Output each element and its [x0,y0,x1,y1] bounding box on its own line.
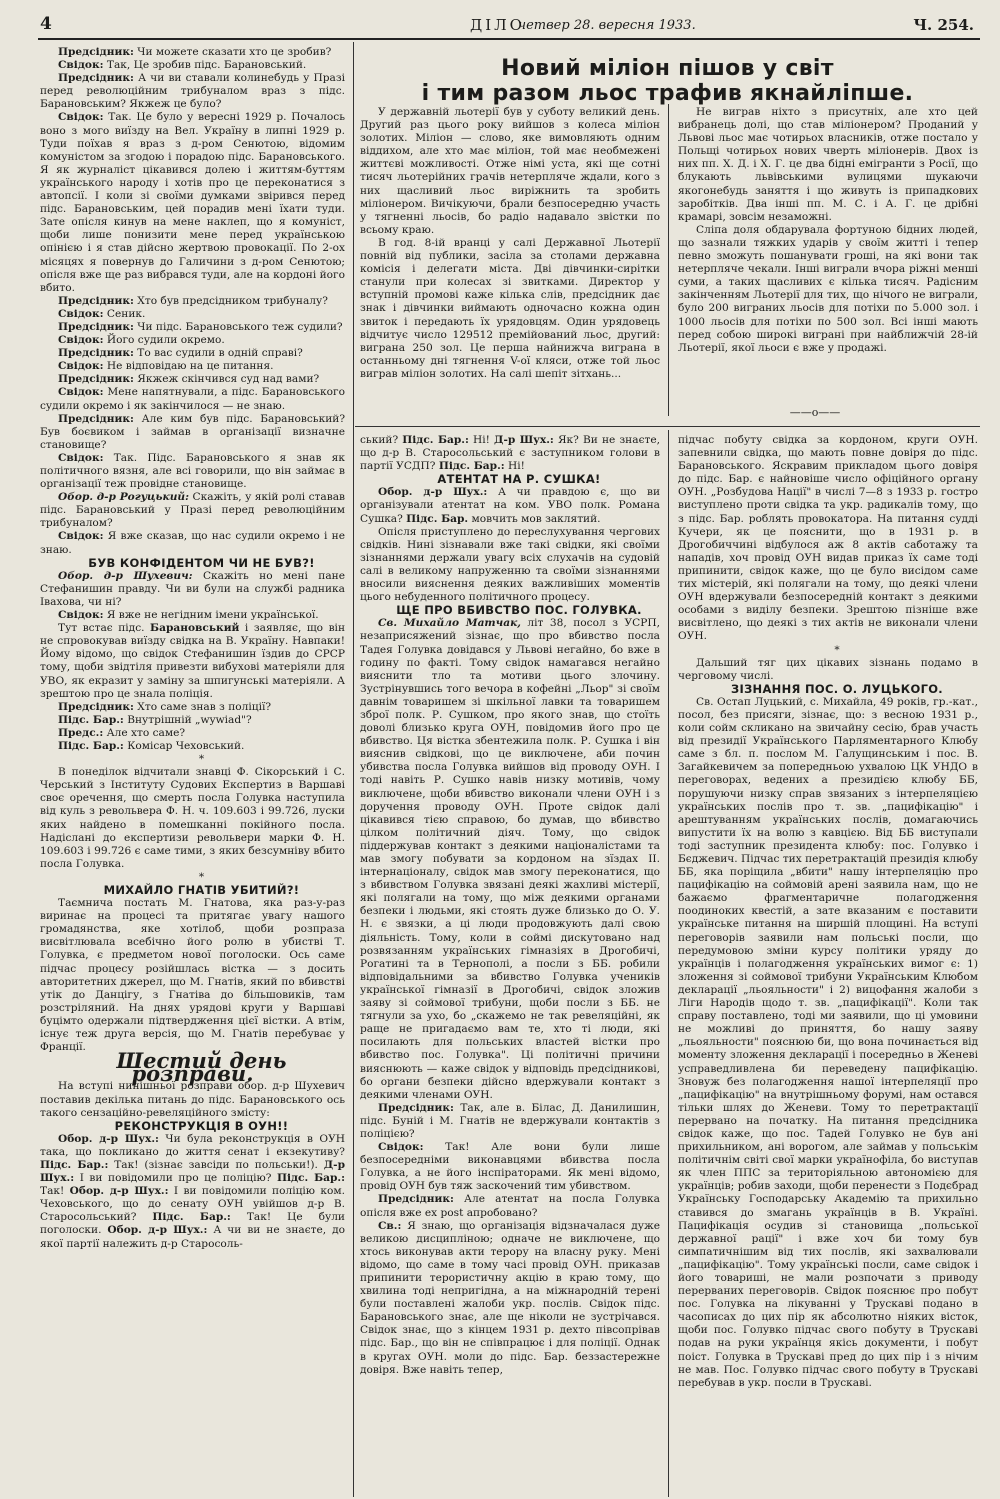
article-title: Шестий день розправи. [116,1048,287,1087]
section-heading: РЕКОНСТРУКЦІЯ В ОУН!! [114,1118,289,1133]
testimony-line: Свідок: Сеник. [58,307,146,320]
testimony-line: Свідок: Мене напятнували, а підс. Барановського судили окремо і як закінчилося — не знаю. [40,386,345,412]
paragraph: Предсідник: Так, але в. Білас, Д. Данилишин, підс. Буній і М. Гнатів не вдержували контактів з поліцією? [360,1101,660,1140]
testimony-line: Обор. д-р Рогуцький: Скажіть, у якій ролі ставав підс. Барановський у Празі перед революційним трибуналом? [40,491,345,530]
testimony-line: Предсідник: То вас судили в одній справі? [58,347,303,360]
lottery-paragraph: Сліпа доля обдарувала фортуною бідних людей, що зазнали тяжких ударів у своїм житті і тепер певно зможуть пошанувати гроші, на які вони так нетерпляче чекали. Інші виграли вчора ріжні менші суми, а таких щасливих є кілька тисяч. Радісним закінченням Льотерії для тих, що нічого не виграли, було 200 виграних льосів для потіхи по 5.000 зол. і 1000 льосів для потіхи по 500 зол. Всі інші мають перед собою широкі виграні при найближчій 28-ій Льотерії, якої льоси є вже у продажі. [678,223,978,354]
lottery-column-left [360,106,660,416]
paragraph: Св. Остап Луцький, с. Михайла, 49 років, гр.-кат., посол, без присяги, зізнає, що: з весною 1931 р., коли сойм скликано на звичайну сесію, брав участь від президії Українського Парляментарного Клюбу саме з бл. п. послом М. Галущинським і пос. В. Загайкевичем за попередньою ухвалою ЦК УНДО в переговорах, ведених а президією клюбу ББ, порушуючи низку справ звязаних з інтерпеляцією українських послів про т. зв. „пацифікацію" і арештуванням українських послів, домагаючись випустити їх на волю з кавцією. Від ББ виступали тоді заступник президента клюбу: пос. Голувко і Бєджевич. Підчас тих перетрактацій президія клюбу ББ, яка поріщила „вбити" нашу інтерпеляцію про пацифікацію на соймовій арені заявила нам, що не бажаємо фрагментаричне полагодження поодиноких квестій, а зате вказаним є поставити українське питання на ширшій площині. На вступі переговорів заявили нам польські посли, що передумовою зміни курсу політики уряду до українців і полагодження українських вимог є: 1) зложення зі соймової трибуни Українським Клюбом декларації „льояльности" і 2) вицофання жалоби з Ліги Народів щодо т. зв. „пацифікації". Коли так справу поставлено, тоді ми заявили, що ці умовини не можливі до приняття, бо нашу заяву „льояльности" пояснюю би, що вона починається від моменту зложення декларації і посередньо в Женеві усправедливлена би переведену пацифікацію. Зновуж без полагодження нашої інтерпеляції про „пацифікацію" на внутрішньому форумі, нам остався тільки шлях до Женеви. Тому то перетрактації перервано на початку. На питання предсідника свідок каже, що пос. Тадей Голувко не був ані прихильником, ані ворогом, але займав у польськім політичнім світі свої марки українофіла, бо виступав як член ППС за територіяльною автономією для українців; робив заходи, щоби перенести з Подєбрад Українську Господарську Академію та прихильно ставився до змагань українців в В. Україні. Пацифікація осудив зі становища „польської державної рації" і вже хоч би тому був симпатичнішим від тих послів, які захвалювали „пацифікацію". Тому українські посли, саме свідок і його товариші, не мали розпочати з приводу перерваних переговорів. Свідок пояснює про побут пос. Голувка на лікуванні у Трускаві подано в часописах до цих пір як абсолютно ніяких вісток, щоби пос. Голувко підчас свого побуту в Трускаві подав на руки українця якісь документи, і побут поіст. Голувка в Трускаві пред до цих пір і з нічим не мав. Пос. Голувко підчас свого побуту в Трускаві перебував в укр. посли в Трускаві. [678,695,978,1389]
paragraph: Опісля приступлено до переслухування чергових свідків. Нині зізнавали вже такі свідки, які своїми зізнаннями держали увагу всіх слухачів на судовій салі в великому напруженню та своїми зізнаннями вносили вияснення деяких важливіших моментів цього небуденного політичного процесу. [360,525,660,604]
testimony-line: Свідок: Я вже сказав, що нас судили окремо і не знаю. [40,530,345,556]
testimony-line: Предсідник: А чи ви ставали колинебудь у Празі перед революційним трибуналом враз з підс. Барановським? Якжеж це було? [40,72,345,111]
testimony-line: Предсідник: Якжеж скінчився суд над вами? [58,373,320,386]
paragraph: В понеділок відчитали знавці Ф. Сікорський і С. Черський з Інституту Судових Експертиз в Варшаві своє оречення, що смерть посла Голувка наступила від куль з револьвера Ф. Н. ч. 109.603 і 99.726, луски яких найдено в помешканні покійного посла. Надіслані до експертизи револьвери марки Ф. Н. 109.603 і 99.726 є саме тими, з яких безсумніву вбито посла Голувка. [40,766,345,870]
testimony-line: Предсідник: Хто саме знав з поліції? [58,700,272,713]
column-divider-2 [668,430,669,1497]
separator-asterisk: * [198,753,205,766]
testimony-line: Свідок: Так. Підс. Барановського я знав як політичного вязня, але всі говорили, що він займає в організації теж провідне становище. [40,451,345,491]
testimony-line: Свідок: Його судили окремо. [58,334,225,347]
testimony-line: Свідок: Так. Це було у вересні 1929 р. Почалось воно з мого виїзду на Вел. Україну в липні 1929 р. Туди поїхав я враз з д-ром Сенютою, відомим комуністом за згодою і порадою підс. Барановського. Я як журналіст цікавився долею і життям-буттям українського народу і хотів про це переконатися з автопсії. І коли зі своїми думками звірився перед підс. Барановським, цей порадив мені їхати туди. Зате опісля кинув на мене наклеп, що я комуніст, щоби лише понизити мене перед українською опінією і я став дійсно жертвою провокації. По 2-ох місяцях я повернув до Галичини з д-ром Сенютою; опісля вже ще раз вибрався туди, але на кордоні його вбито. [40,111,345,294]
paragraph: Дальший тяг цих цікавих зізнань подамо в черговому числі. [678,656,978,682]
testimony-line: Підс. Бар.: Комісар Чеховський. [58,739,245,752]
testimony-line: Обор. д-р Шухевич: Скажіть но мені пане Стефанишин правду. Чи ви були на службі радника Івахова, чи ні? [40,569,345,608]
section-heading: ЗІЗНАННЯ ПОС. О. ЛУЦЬКОГО. [731,681,943,696]
lottery-paragraph: В год. 8-ій вранці у салі Державної Льотерії повній від публики, засіла за столами державна комісія і делегати міста. Дві дівчинки-сирітки станули при колесах зі звитками. Директор у вступній промові каже кілька слів, предсідник дає знак і дівчинки виймають одночасно кожна один звиток і передають їх урядовцям. Один урядовець відчитує число 129512 премійований льос, другий: виграна 250 зол. Це перша найнижча виграна в останньому дні тягнення V-ої кляси, отже той льос виграв міліон золотих. На салі шепіт зітхань... [360,236,660,380]
lottery-headline [355,56,980,106]
testimony-line: Предс.: Але хто саме? [58,726,186,739]
testimony-line: Свідок: Так, Це зробив підс. Барановський. [58,59,307,72]
column-2 [360,434,660,1497]
lottery-headline-line1: Новий міліон пішов у світ [501,56,834,81]
lottery-end-mark: ——o—— [789,406,841,419]
section-heading: ЩЕ ПРО ВБИВСТВО ПОС. ГОЛУВКА. [396,603,642,618]
paragraph: підчас побуту свідка за кордоном, круги ОУН. запевнили свідка, що мають повне довіря до підс. Барановського. Яскравим прикладом цього довіря до підс. Бар. є найновіше число офіційного органу ОУН. „Розбудова Нації" в числі 7—8 з 1933 р. гостро виступлено проти свідка та укр. радикалів тому, що з підс. Бар. роблять провокатора. На питання судді Кучери, як це пояснити, що в 1931 р. в Дрогобиччині відбулося аж 8 актів саботажу та нападів, хоч провід ОУН видав приказ їх саме тоді припинити, свідок каже, що це було висідом саме тих містерій, які полягали на тому, що деякі члени ОУН вдержували безпосередній контакт з деякими особами з виділу безпеки. Зрештою пізніше вже висвітлено, що деякі з тих актів не виконали члени ОУН. [678,434,978,643]
testimony-line: Свідок: Не відповідаю на це питання. [58,360,274,373]
page-number: 4 [40,14,52,34]
lottery-paragraph: Не виграв ніхто з присутніх, але хто цей вибранець долі, що став міліонером? Проданий у Львові льос має чотирьох власників, отже постало у Польщі чотирьох нових чверть міліонерів. Двох із них пп. Х. Д. і Х. Г. це два бідні емігранти з Росії, що блукають львівськими вулицями шукаючи якогонебудь заняття і що живуть із припадкових заробітків. Два інші пп. М. С. і А. Г. це дрібні крамарі, зовсім незаможні. [678,106,978,223]
column-3 [678,434,978,1497]
testimony-line: Предсідник: Хто був предсідником трибуналу? [58,294,328,307]
paragraph: Таємнича постать М. Гнатова, яка раз-у-раз виринає на процесі та притягає увагу нашого громадянства, яке хотілоб, щоби розпраза висвітлювала всебічно його ролю в убистві Т. Голувка, є предметом нової поголоски. Ось саме підчас процесу розійшлась вістка — з досить авторитетних джерел, що М. Гнатів, який по вбивстві утік до Данцігу, з Гнатіва до більшовиків, там розстріляний. На днях урядові круги у Варшаві буцімто одержали підтвердження цієї вістки. А втім, існує теж друга версія, що М. Гнатів перебуває у Франції. [40,897,345,1054]
article-rule [355,426,980,427]
testimony-line: Предсідник: Чи підс. Барановського теж судили? [58,320,343,333]
testimony-line: Тут встає підс. Барановський і заявляє, що він не спровокував виїзду свідка на В. Україну. Навпаки! Йому відомо, що свідок Стефанишин їздив до СРСР тому, щоби звідтіля привезти вибухові матеріяли для УВО, як екразит у заміну за шпигунські матеріяли. А зрештою про це знала поліція. [40,622,345,700]
separator-asterisk: * [834,643,840,656]
paragraph: Предсідник: Але атентат на посла Голувка опісля вже ех post апробовано? [360,1193,660,1219]
lottery-divider [668,104,669,416]
masthead [40,14,980,40]
lottery-column-right [678,106,978,406]
issue-number: Ч. 254. [913,16,974,34]
paragraph: На вступі нинішньої розправи обор. д-р Шухевич поставив декілька питань до підс. Барановського ось такого сензаційно-ревеляційного змісту: [40,1080,345,1119]
section-heading: БУВ КОНФІДЕНТОМ ЧИ НЕ БУВ?! [88,555,315,570]
paragraph: ський? Підс. Бар.: Ні! Д-р Шух.: Як? Ви не знаєте, що д-р В. Старосольський є заступником голови в партії УСДП? Підс. Бар.: Ні! [360,434,660,473]
paragraph: Св.: Я знаю, що організація відзначалася дуже великою дисципліною; одначе не виключене, що хтось виконував акти терору на власну руку. Мені відомо, що саме в тому часі провід ОУН. приказав припинити терористичну акцію в краю тому, що хвилина тоді непригідна, а на міжнародній терені були поставлені жалоби укр. послів. Свідок підс. Барановського знає, але ще ніколи не зустрічався. Свідок знає, що з кінцем 1931 р. дехто півсопрівав підс. Бар., що він не співпрацює і для поліції. Однак в кругах ОУН. моли до підс. Бар. беззастережне довіря. Вже навіть тепер, [360,1219,660,1376]
lottery-headline-line2: і тим разом льос трафив якнайліпше. [421,81,914,106]
column-1 [40,46,345,1496]
paragraph: Св. Михайло Матчак, літ 38, посол з УСРП, незаприсяжений зізнає, що про вбивство посла Тадея Голувка довідався у Львові негайно, бо вже в годину по факті. Тому свідок намагався негайно вияснити тло та мотиви цього злочину. Зустрінувшись того вечора в кофейні „Льор" зі своїм давнім товаришем зі шкільної лавки та товаришем зброї полк. Р. Сушком, про якого знав, що стоїть доволі близько круга ОУН, повідомив його про це вбивство. Ця вістка збентежила полк. Р. Сушка і він вияснив свідкові, що це виключене, аби почин убивства посла Голувка вийшов від проводу ОУН. І тоді навіть Р. Сушко навів низку мотивів, чому виключене, щоби вбивство виконали члени ОУН і з доручення проводу ОУН. Проте свідок далі цікавився тією справою, бо думав, що вбивство цілком політичний діяч. Тому, що свідок піддержував контакт з деякими націоналістами та мав змогу побувати за кордоном на зїздах II. інтернаціоналу, свідок мав змогу переконатися, що з вбивством Голувка звязані деякі жахливі містерії, які полягали на тому, що між деякими органами безпеки і людьми, які стоять дуже близько до О. У. Н. є звязки, а ці люди продовжують далі свою діяльність. Тому, коли в соймі дискутовано над розвязанням українських гімназіях в Дрогобичі, Рогатині та в Тернополі, а посли з ББ. робили відповідальними за вбивство Голувка учеників української гімназії в Дрогобичі, свідок зложив заяву зі соймової трибуни, щоби посли з ББ. не тягнули за ухо, бо „скажемо не так ревеляційні, як раще не пригадаємо вам те, хто ті люди, які посилають для польських властей вістки про вбивство пос. Голувка". Ці політичні причини вияснюють — каже свідок у відповідь предсідникові, бо органи безпеки дійсно вдержували контакт з деякими членами ОУН. [360,617,660,1101]
issue-date: четвер 28. вересня 1933. [518,18,696,33]
lottery-paragraph: У державній льотерії був у суботу великий день. Другий раз цього року вийшов з колеса міліон золотих. Міліон — слово, яке вимовляють одним віддихом, але хто має міліон, той має необмежені життєві можливості. Отже німі уста, які ще сотні тисяч льотерійних грачів нетерпляче ждали, кого з них щасливий льос виріжнить та зробить міліонером. Вичікуючи, брали безпосередню участь у тягненні льосів, бо радіо надавало звістки по всьому краю. [360,106,660,236]
testimony-line: Предсідник: Чи можете сказати хто це зробив? [58,46,332,58]
newspaper-title: ДІЛО [470,16,525,34]
testimony-line: Предсідник: Але ким був підс. Барановський? Був боєвиком і займав в організації визначне становище? [40,412,345,451]
column-divider [353,42,354,1497]
section-heading: МИХАЙЛО ГНАТІВ УБИТИЙ?! [103,883,300,897]
testimony-line: Свідок: Я вже не негідним імени української. [58,609,319,622]
masthead-rule [38,38,980,40]
testimony-line: Підс. Бар.: Внутрішній „wywiad"? [58,713,252,726]
separator-asterisk: * [198,870,205,883]
paragraph: Обор. д-р Шух.: Чи була реконструкція в ОУН така, що покликано до життя сенат і екзекутиву? Підс. Бар.: Так! (зізнає завсіди по польськи!). Д-р Шух.: І ви повідомили про це поліцію? Підс. Бар.: Так! Обор. д-р Шух.: І ви повідомили поліцію ком. Чеховського, що до сенату ОУН увійшов д-р В. Старосольський? Підс. Бар.: Так! Це були поголоски. Обор. д-р Шух.: А чи ви не знаєте, до якої партії належить д-р Старосоль- [40,1132,345,1250]
paragraph: Свідок: Так! Але вони були лише безпосередніми виконавцями вбивства посла Голувка, а не його інспіраторами. Як мені відомо, провід ОУН був тяж заскочений тим убивством. [360,1141,660,1193]
paragraph: Обор. д-р Шух.: А чи правдою є, що ви організували атентат на ком. УВО полк. Романа Сушка? Підс. Бар. мовчить мов заклятий. [360,486,660,525]
section-heading: АТЕНТАТ НА Р. СУШКА! [437,472,601,487]
